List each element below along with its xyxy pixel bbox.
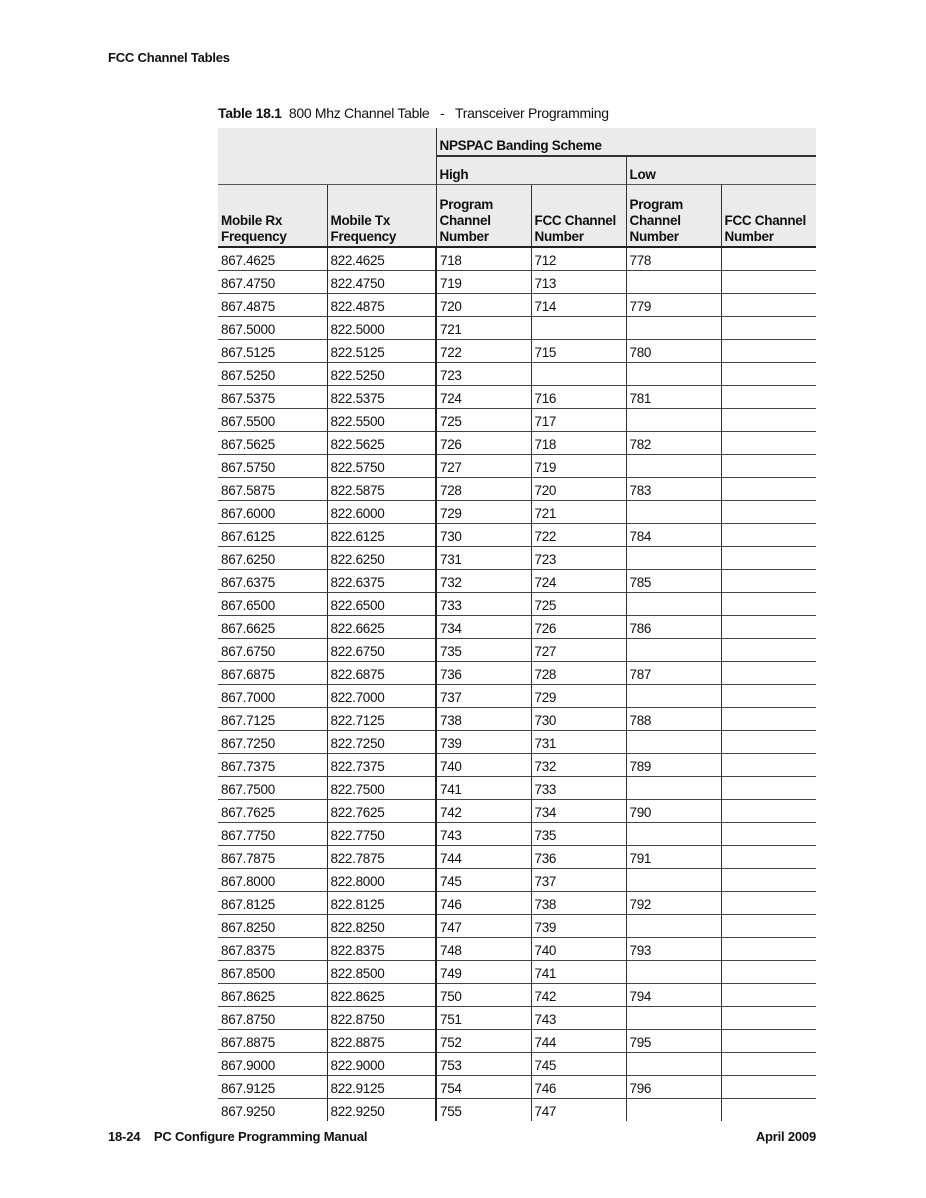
high-fcc-channel-cell: 737 xyxy=(531,869,626,892)
col-header-low-program: Program Channel Number xyxy=(626,185,721,248)
rx-frequency-cell: 867.4875 xyxy=(218,294,327,317)
tx-frequency-cell: 822.6625 xyxy=(327,616,436,639)
high-program-channel-cell: 726 xyxy=(436,432,531,455)
low-fcc-channel-cell xyxy=(721,570,816,593)
high-program-channel-cell: 749 xyxy=(436,961,531,984)
col-header-tx: Mobile Tx Frequency xyxy=(327,185,436,248)
rx-frequency-cell: 867.7750 xyxy=(218,823,327,846)
low-fcc-channel-cell xyxy=(721,777,816,800)
tx-frequency-cell: 822.7750 xyxy=(327,823,436,846)
tx-frequency-cell: 822.7375 xyxy=(327,754,436,777)
table-row xyxy=(218,961,816,984)
high-fcc-channel-cell: 733 xyxy=(531,777,626,800)
high-program-channel-cell: 741 xyxy=(436,777,531,800)
table-row xyxy=(218,616,816,639)
tx-frequency-cell: 822.6250 xyxy=(327,547,436,570)
high-fcc-channel-cell: 745 xyxy=(531,1053,626,1076)
high-fcc-channel-cell: 735 xyxy=(531,823,626,846)
low-fcc-channel-cell xyxy=(721,547,816,570)
high-fcc-channel-cell: 722 xyxy=(531,524,626,547)
low-fcc-channel-cell xyxy=(721,455,816,478)
low-fcc-channel-cell xyxy=(721,892,816,915)
rx-frequency-cell: 867.8125 xyxy=(218,892,327,915)
tx-frequency-cell: 822.6875 xyxy=(327,662,436,685)
table-row xyxy=(218,593,816,616)
high-fcc-channel-cell: 720 xyxy=(531,478,626,501)
low-fcc-channel-cell xyxy=(721,708,816,731)
high-fcc-channel-cell: 740 xyxy=(531,938,626,961)
rx-frequency-cell: 867.6500 xyxy=(218,593,327,616)
high-program-channel-cell: 728 xyxy=(436,478,531,501)
low-fcc-channel-cell xyxy=(721,271,816,294)
low-fcc-channel-cell xyxy=(721,800,816,823)
high-program-channel-cell: 727 xyxy=(436,455,531,478)
high-program-channel-cell: 731 xyxy=(436,547,531,570)
rx-frequency-cell: 867.6875 xyxy=(218,662,327,685)
low-fcc-channel-cell xyxy=(721,340,816,363)
low-fcc-channel-cell xyxy=(721,501,816,524)
table-row xyxy=(218,800,816,823)
tx-frequency-cell: 822.5625 xyxy=(327,432,436,455)
high-program-channel-cell: 719 xyxy=(436,271,531,294)
low-fcc-channel-cell xyxy=(721,915,816,938)
table-row xyxy=(218,247,816,271)
low-fcc-channel-cell xyxy=(721,247,816,271)
low-program-channel-cell: 786 xyxy=(626,616,721,639)
high-fcc-channel-cell: 730 xyxy=(531,708,626,731)
rx-frequency-cell: 867.6250 xyxy=(218,547,327,570)
table-row xyxy=(218,386,816,409)
low-fcc-channel-cell xyxy=(721,593,816,616)
high-fcc-channel-cell: 717 xyxy=(531,409,626,432)
rx-frequency-cell: 867.7500 xyxy=(218,777,327,800)
manual-title: PC Configure Programming Manual xyxy=(153,1129,368,1144)
rx-frequency-cell: 867.8375 xyxy=(218,938,327,961)
low-fcc-channel-cell xyxy=(721,662,816,685)
low-fcc-channel-cell xyxy=(721,478,816,501)
high-program-channel-cell: 721 xyxy=(436,317,531,340)
high-program-channel-cell: 723 xyxy=(436,363,531,386)
high-program-channel-cell: 724 xyxy=(436,386,531,409)
rx-frequency-cell: 867.7625 xyxy=(218,800,327,823)
tx-frequency-cell: 822.6125 xyxy=(327,524,436,547)
running-header: FCC Channel Tables xyxy=(108,50,230,65)
rx-frequency-cell: 867.7000 xyxy=(218,685,327,708)
table-caption xyxy=(218,105,609,121)
low-fcc-channel-cell xyxy=(721,294,816,317)
rx-frequency-cell: 867.5625 xyxy=(218,432,327,455)
high-fcc-channel-cell: 723 xyxy=(531,547,626,570)
table-number: Table 18.1 xyxy=(218,105,282,121)
high-fcc-channel-cell: 727 xyxy=(531,639,626,662)
low-fcc-channel-cell xyxy=(721,823,816,846)
high-program-channel-cell: 746 xyxy=(436,892,531,915)
low-fcc-channel-cell xyxy=(721,984,816,1007)
high-program-channel-cell: 718 xyxy=(436,247,531,271)
tx-frequency-cell: 822.9000 xyxy=(327,1053,436,1076)
high-fcc-channel-cell: 734 xyxy=(531,800,626,823)
tx-frequency-cell: 822.6500 xyxy=(327,593,436,616)
low-program-channel-cell: 781 xyxy=(626,386,721,409)
high-program-channel-cell: 742 xyxy=(436,800,531,823)
low-program-channel-cell xyxy=(626,915,721,938)
tx-frequency-cell: 822.5375 xyxy=(327,386,436,409)
high-fcc-channel-cell: 728 xyxy=(531,662,626,685)
high-fcc-channel-cell: 712 xyxy=(531,247,626,271)
high-fcc-channel-cell: 744 xyxy=(531,1030,626,1053)
channel-table xyxy=(218,128,816,1121)
high-fcc-channel-cell: 736 xyxy=(531,846,626,869)
high-program-channel-cell: 735 xyxy=(436,639,531,662)
table-row xyxy=(218,938,816,961)
tx-frequency-cell: 822.8750 xyxy=(327,1007,436,1030)
high-fcc-channel-cell: 738 xyxy=(531,892,626,915)
col-header-rx: Mobile Rx Frequency xyxy=(218,185,327,248)
high-fcc-channel-cell: 725 xyxy=(531,593,626,616)
low-fcc-channel-cell xyxy=(721,846,816,869)
high-fcc-channel-cell: 729 xyxy=(531,685,626,708)
table-row xyxy=(218,501,816,524)
rx-frequency-cell: 867.8750 xyxy=(218,1007,327,1030)
tx-frequency-cell: 822.5875 xyxy=(327,478,436,501)
low-fcc-channel-cell xyxy=(721,731,816,754)
high-program-channel-cell: 750 xyxy=(436,984,531,1007)
rx-frequency-cell: 867.6125 xyxy=(218,524,327,547)
low-program-channel-cell xyxy=(626,455,721,478)
table-row xyxy=(218,662,816,685)
high-program-channel-cell: 725 xyxy=(436,409,531,432)
low-program-channel-cell xyxy=(626,363,721,386)
tx-frequency-cell: 822.6375 xyxy=(327,570,436,593)
high-program-channel-cell: 722 xyxy=(436,340,531,363)
low-program-channel-cell: 782 xyxy=(626,432,721,455)
empty-header-cell xyxy=(218,128,436,185)
low-fcc-channel-cell xyxy=(721,409,816,432)
low-fcc-channel-cell xyxy=(721,1053,816,1076)
tx-frequency-cell: 822.8625 xyxy=(327,984,436,1007)
high-fcc-channel-cell: 741 xyxy=(531,961,626,984)
low-program-channel-cell: 792 xyxy=(626,892,721,915)
tx-frequency-cell: 822.9250 xyxy=(327,1099,436,1122)
high-program-channel-cell: 730 xyxy=(436,524,531,547)
tx-frequency-cell: 822.7000 xyxy=(327,685,436,708)
low-fcc-channel-cell xyxy=(721,317,816,340)
table-row xyxy=(218,1099,816,1122)
high-fcc-channel-cell: 721 xyxy=(531,501,626,524)
tx-frequency-cell: 822.5500 xyxy=(327,409,436,432)
high-fcc-channel-cell: 716 xyxy=(531,386,626,409)
table-row xyxy=(218,846,816,869)
tx-frequency-cell: 822.8875 xyxy=(327,1030,436,1053)
table-row xyxy=(218,524,816,547)
rx-frequency-cell: 867.7875 xyxy=(218,846,327,869)
low-program-channel-cell: 787 xyxy=(626,662,721,685)
high-fcc-channel-cell: 746 xyxy=(531,1076,626,1099)
table-row xyxy=(218,317,816,340)
low-fcc-channel-cell xyxy=(721,685,816,708)
low-fcc-channel-cell xyxy=(721,363,816,386)
low-program-channel-cell: 790 xyxy=(626,800,721,823)
table-row xyxy=(218,271,816,294)
high-program-channel-cell: 732 xyxy=(436,570,531,593)
tx-frequency-cell: 822.5250 xyxy=(327,363,436,386)
table-row xyxy=(218,547,816,570)
low-program-channel-cell: 778 xyxy=(626,247,721,271)
footer-left xyxy=(108,1129,367,1144)
band-header-high: High xyxy=(436,156,626,185)
tx-frequency-cell: 822.5000 xyxy=(327,317,436,340)
high-fcc-channel-cell: 726 xyxy=(531,616,626,639)
high-program-channel-cell: 737 xyxy=(436,685,531,708)
low-program-channel-cell: 784 xyxy=(626,524,721,547)
low-fcc-channel-cell xyxy=(721,616,816,639)
low-program-channel-cell: 793 xyxy=(626,938,721,961)
tx-frequency-cell: 822.5125 xyxy=(327,340,436,363)
high-program-channel-cell: 745 xyxy=(436,869,531,892)
low-program-channel-cell: 794 xyxy=(626,984,721,1007)
rx-frequency-cell: 867.9250 xyxy=(218,1099,327,1122)
tx-frequency-cell: 822.8125 xyxy=(327,892,436,915)
low-program-channel-cell: 779 xyxy=(626,294,721,317)
tx-frequency-cell: 822.7625 xyxy=(327,800,436,823)
table-row xyxy=(218,409,816,432)
low-program-channel-cell xyxy=(626,777,721,800)
table-row xyxy=(218,455,816,478)
high-program-channel-cell: 720 xyxy=(436,294,531,317)
table-row xyxy=(218,1076,816,1099)
tx-frequency-cell: 822.4875 xyxy=(327,294,436,317)
high-program-channel-cell: 748 xyxy=(436,938,531,961)
low-fcc-channel-cell xyxy=(721,1076,816,1099)
low-program-channel-cell xyxy=(626,271,721,294)
low-program-channel-cell: 791 xyxy=(626,846,721,869)
low-fcc-channel-cell xyxy=(721,639,816,662)
high-fcc-channel-cell: 739 xyxy=(531,915,626,938)
high-program-channel-cell: 744 xyxy=(436,846,531,869)
low-program-channel-cell xyxy=(626,639,721,662)
tx-frequency-cell: 822.6750 xyxy=(327,639,436,662)
low-program-channel-cell: 785 xyxy=(626,570,721,593)
high-program-channel-cell: 729 xyxy=(436,501,531,524)
low-program-channel-cell: 780 xyxy=(626,340,721,363)
low-program-channel-cell: 788 xyxy=(626,708,721,731)
low-fcc-channel-cell xyxy=(721,1030,816,1053)
table-row xyxy=(218,823,816,846)
high-fcc-channel-cell xyxy=(531,317,626,340)
high-fcc-channel-cell: 724 xyxy=(531,570,626,593)
table-title: 800 Mhz Channel Table - Transceiver Programming xyxy=(288,105,609,121)
tx-frequency-cell: 822.7500 xyxy=(327,777,436,800)
rx-frequency-cell: 867.5750 xyxy=(218,455,327,478)
high-fcc-channel-cell: 718 xyxy=(531,432,626,455)
table-row xyxy=(218,915,816,938)
high-fcc-channel-cell: 714 xyxy=(531,294,626,317)
rx-frequency-cell: 867.8000 xyxy=(218,869,327,892)
table-row xyxy=(218,708,816,731)
low-program-channel-cell: 783 xyxy=(626,478,721,501)
high-program-channel-cell: 733 xyxy=(436,593,531,616)
low-program-channel-cell xyxy=(626,1007,721,1030)
low-fcc-channel-cell xyxy=(721,938,816,961)
rx-frequency-cell: 867.6375 xyxy=(218,570,327,593)
high-fcc-channel-cell: 719 xyxy=(531,455,626,478)
high-program-channel-cell: 747 xyxy=(436,915,531,938)
table-row xyxy=(218,754,816,777)
table-row xyxy=(218,340,816,363)
high-fcc-channel-cell: 743 xyxy=(531,1007,626,1030)
rx-frequency-cell: 867.6750 xyxy=(218,639,327,662)
low-program-channel-cell xyxy=(626,731,721,754)
table-row xyxy=(218,1053,816,1076)
low-fcc-channel-cell xyxy=(721,1007,816,1030)
tx-frequency-cell: 822.8000 xyxy=(327,869,436,892)
low-fcc-channel-cell xyxy=(721,386,816,409)
col-header-high-program: Program Channel Number xyxy=(436,185,531,248)
table-row xyxy=(218,1030,816,1053)
low-program-channel-cell: 789 xyxy=(626,754,721,777)
col-header-high-fcc: FCC Channel Number xyxy=(531,185,626,248)
rx-frequency-cell: 867.9000 xyxy=(218,1053,327,1076)
high-program-channel-cell: 754 xyxy=(436,1076,531,1099)
low-fcc-channel-cell xyxy=(721,432,816,455)
low-program-channel-cell: 796 xyxy=(626,1076,721,1099)
col-header-low-fcc: FCC Channel Number xyxy=(721,185,816,248)
tx-frequency-cell: 822.8250 xyxy=(327,915,436,938)
low-fcc-channel-cell xyxy=(721,1099,816,1122)
rx-frequency-cell: 867.5500 xyxy=(218,409,327,432)
table-row xyxy=(218,570,816,593)
high-program-channel-cell: 752 xyxy=(436,1030,531,1053)
table-row xyxy=(218,984,816,1007)
low-program-channel-cell xyxy=(626,501,721,524)
table-row xyxy=(218,1007,816,1030)
high-program-channel-cell: 739 xyxy=(436,731,531,754)
table-row xyxy=(218,478,816,501)
rx-frequency-cell: 867.8625 xyxy=(218,984,327,1007)
rx-frequency-cell: 867.6625 xyxy=(218,616,327,639)
high-fcc-channel-cell: 715 xyxy=(531,340,626,363)
table-row xyxy=(218,869,816,892)
rx-frequency-cell: 867.8250 xyxy=(218,915,327,938)
low-program-channel-cell xyxy=(626,317,721,340)
high-fcc-channel-cell: 731 xyxy=(531,731,626,754)
tx-frequency-cell: 822.7250 xyxy=(327,731,436,754)
high-fcc-channel-cell: 742 xyxy=(531,984,626,1007)
rx-frequency-cell: 867.8875 xyxy=(218,1030,327,1053)
low-program-channel-cell xyxy=(626,593,721,616)
low-program-channel-cell xyxy=(626,961,721,984)
high-fcc-channel-cell xyxy=(531,363,626,386)
rx-frequency-cell: 867.5250 xyxy=(218,363,327,386)
tx-frequency-cell: 822.4750 xyxy=(327,271,436,294)
high-program-channel-cell: 740 xyxy=(436,754,531,777)
tx-frequency-cell: 822.9125 xyxy=(327,1076,436,1099)
band-header-low: Low xyxy=(626,156,816,185)
rx-frequency-cell: 867.5125 xyxy=(218,340,327,363)
high-fcc-channel-cell: 713 xyxy=(531,271,626,294)
table-body xyxy=(218,247,816,1121)
low-program-channel-cell xyxy=(626,869,721,892)
high-program-channel-cell: 734 xyxy=(436,616,531,639)
tx-frequency-cell: 822.8500 xyxy=(327,961,436,984)
high-fcc-channel-cell: 747 xyxy=(531,1099,626,1122)
table-row xyxy=(218,432,816,455)
footer-date: April 2009 xyxy=(755,1129,816,1144)
high-program-channel-cell: 755 xyxy=(436,1099,531,1122)
high-program-channel-cell: 736 xyxy=(436,662,531,685)
table-row xyxy=(218,892,816,915)
low-program-channel-cell: 795 xyxy=(626,1030,721,1053)
low-program-channel-cell xyxy=(626,685,721,708)
high-fcc-channel-cell: 732 xyxy=(531,754,626,777)
rx-frequency-cell: 867.7375 xyxy=(218,754,327,777)
table-row xyxy=(218,777,816,800)
tx-frequency-cell: 822.5750 xyxy=(327,455,436,478)
rx-frequency-cell: 867.5000 xyxy=(218,317,327,340)
high-program-channel-cell: 751 xyxy=(436,1007,531,1030)
tx-frequency-cell: 822.7125 xyxy=(327,708,436,731)
rx-frequency-cell: 867.7125 xyxy=(218,708,327,731)
low-program-channel-cell xyxy=(626,1053,721,1076)
high-program-channel-cell: 743 xyxy=(436,823,531,846)
rx-frequency-cell: 867.5375 xyxy=(218,386,327,409)
rx-frequency-cell: 867.7250 xyxy=(218,731,327,754)
low-program-channel-cell xyxy=(626,547,721,570)
rx-frequency-cell: 867.9125 xyxy=(218,1076,327,1099)
tx-frequency-cell: 822.8375 xyxy=(327,938,436,961)
high-program-channel-cell: 738 xyxy=(436,708,531,731)
table-row xyxy=(218,639,816,662)
low-fcc-channel-cell xyxy=(721,524,816,547)
table-row xyxy=(218,363,816,386)
table-row xyxy=(218,731,816,754)
high-program-channel-cell: 753 xyxy=(436,1053,531,1076)
low-program-channel-cell xyxy=(626,823,721,846)
group-header-npspac: NPSPAC Banding Scheme xyxy=(436,128,816,156)
low-fcc-channel-cell xyxy=(721,869,816,892)
rx-frequency-cell: 867.6000 xyxy=(218,501,327,524)
low-fcc-channel-cell xyxy=(721,754,816,777)
rx-frequency-cell: 867.4750 xyxy=(218,271,327,294)
page-number: 18-24 xyxy=(108,1129,141,1144)
rx-frequency-cell: 867.4625 xyxy=(218,247,327,271)
rx-frequency-cell: 867.5875 xyxy=(218,478,327,501)
low-program-channel-cell xyxy=(626,1099,721,1122)
low-fcc-channel-cell xyxy=(721,961,816,984)
rx-frequency-cell: 867.8500 xyxy=(218,961,327,984)
low-program-channel-cell xyxy=(626,409,721,432)
table-row xyxy=(218,294,816,317)
tx-frequency-cell: 822.4625 xyxy=(327,247,436,271)
tx-frequency-cell: 822.6000 xyxy=(327,501,436,524)
table-row xyxy=(218,685,816,708)
tx-frequency-cell: 822.7875 xyxy=(327,846,436,869)
